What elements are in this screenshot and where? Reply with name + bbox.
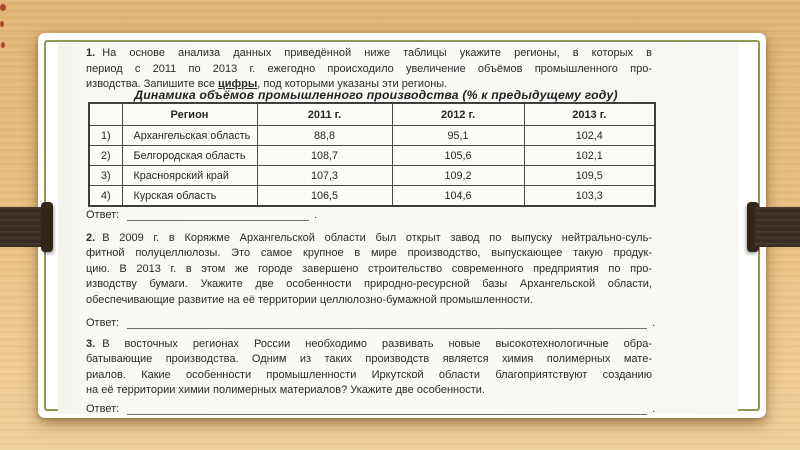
ribbon-right (755, 207, 800, 247)
region-cell: Курская область (122, 186, 257, 207)
value-2011-cell: 107,3 (257, 166, 392, 186)
answer-label: Ответ: (86, 403, 120, 415)
header-cell-2012: 2012 г. (392, 103, 524, 126)
answer-blank-line (127, 402, 647, 415)
production-table (88, 102, 656, 207)
row-number-cell: 4) (89, 186, 122, 207)
question-line: цию. В 2013 г. в этом же городе завершено строительство современного предприятия по про- (86, 262, 652, 275)
question-line: фитной полуцеллюлозы. Это самое крупное в мире производство, выпускающее такую продук- (86, 247, 652, 260)
value-2012-cell: 104,6 (392, 186, 524, 207)
answer-suffix: . (314, 209, 318, 221)
question-line (86, 337, 652, 352)
red-speck (0, 21, 4, 27)
row-number-cell: 2) (89, 146, 122, 166)
header-cell-region: Регион (122, 103, 257, 126)
value-2013-cell: 109,5 (524, 166, 655, 186)
answer-line-2 (86, 316, 655, 329)
table-title: Динамика объёмов промышленного производства (% к предыдущему году) (134, 88, 618, 102)
ribbon-left-cap (41, 202, 53, 252)
question-line: изводству бумаги. Укажите две особенности природно-ресурсной базы Архангельской области, (86, 278, 652, 291)
value-2013-cell: 102,1 (524, 146, 655, 166)
question-text-segment: В 2009 г. в Коряжме Архангельской области был открыт завод по выпуску нейтрально-суль- (102, 232, 652, 244)
value-2012-cell: 105,6 (392, 146, 524, 166)
header-cell-2013: 2013 г. (524, 103, 655, 126)
header-cell-2011: 2011 г. (257, 103, 392, 126)
answer-suffix: . (652, 317, 656, 329)
region-cell: Белгородская область (122, 146, 257, 166)
row-number-cell: 1) (89, 126, 122, 146)
answer-label: Ответ: (86, 317, 120, 329)
question-line: батывающие производства. Одним из таких производств является химия полимерных мате- (86, 353, 652, 366)
question-line (86, 231, 652, 246)
region-cell: Архангельская область (122, 126, 257, 146)
question-text-segment: , под которыми указаны эти регионы. (257, 78, 448, 90)
table-row (89, 166, 655, 186)
question-line (86, 46, 652, 62)
value-2013-cell: 103,3 (524, 186, 655, 207)
question-text-segment: изводства. Запишите все (86, 78, 219, 90)
question-number: 1. (86, 47, 96, 59)
question-line: на её территории химии полимерных материалов? Укажите две особенности. (86, 384, 485, 397)
answer-blank-line (127, 208, 309, 221)
question-2 (86, 231, 652, 308)
question-number: 2. (86, 232, 96, 244)
header-cell-blank (89, 103, 122, 126)
question-line: обеспечивающие развитие на её территории целлюлозно-бумажной промышленности. (86, 293, 534, 306)
value-2013-cell: 102,4 (524, 126, 655, 146)
answer-line-1 (86, 208, 317, 221)
ribbon-left (0, 207, 45, 247)
answer-line-3 (86, 402, 655, 415)
value-2012-cell: 95,1 (392, 126, 524, 146)
question-1 (86, 46, 652, 93)
answer-blank-line (127, 316, 647, 329)
question-text-segment: На основе анализа данных приведённой ниже таблицы укажите регионы, в которых в (102, 47, 652, 59)
answer-label: Ответ: (86, 209, 120, 221)
table-header-row (89, 103, 655, 126)
question-line: период с 2011 по 2013 г. ежегодно происходило увеличение объёмов промышленного про- (86, 62, 652, 75)
row-number-cell: 3) (89, 166, 122, 186)
value-2012-cell: 109,2 (392, 166, 524, 186)
red-speck (1, 42, 5, 48)
value-2011-cell: 88,8 (257, 126, 392, 146)
red-speck (0, 4, 6, 11)
value-2011-cell: 108,7 (257, 146, 392, 166)
question-number: 3. (86, 338, 96, 350)
table-row (89, 126, 655, 146)
answer-suffix: . (652, 403, 656, 415)
worksheet-paper (58, 43, 738, 414)
question-text-segment: В восточных регионах России необходимо развивать новые высокотехнологичные обра- (102, 338, 652, 350)
question-line: риалов. Какие особенности промышленности Иркутской области благоприятствуют созданию (86, 368, 652, 381)
table-row (89, 146, 655, 166)
region-cell: Красноярский край (122, 166, 257, 186)
value-2011-cell: 106,5 (257, 186, 392, 207)
table-row (89, 186, 655, 207)
question-3 (86, 337, 652, 399)
emphasized-word: цифры (218, 78, 258, 90)
worksheet-card (38, 33, 766, 418)
